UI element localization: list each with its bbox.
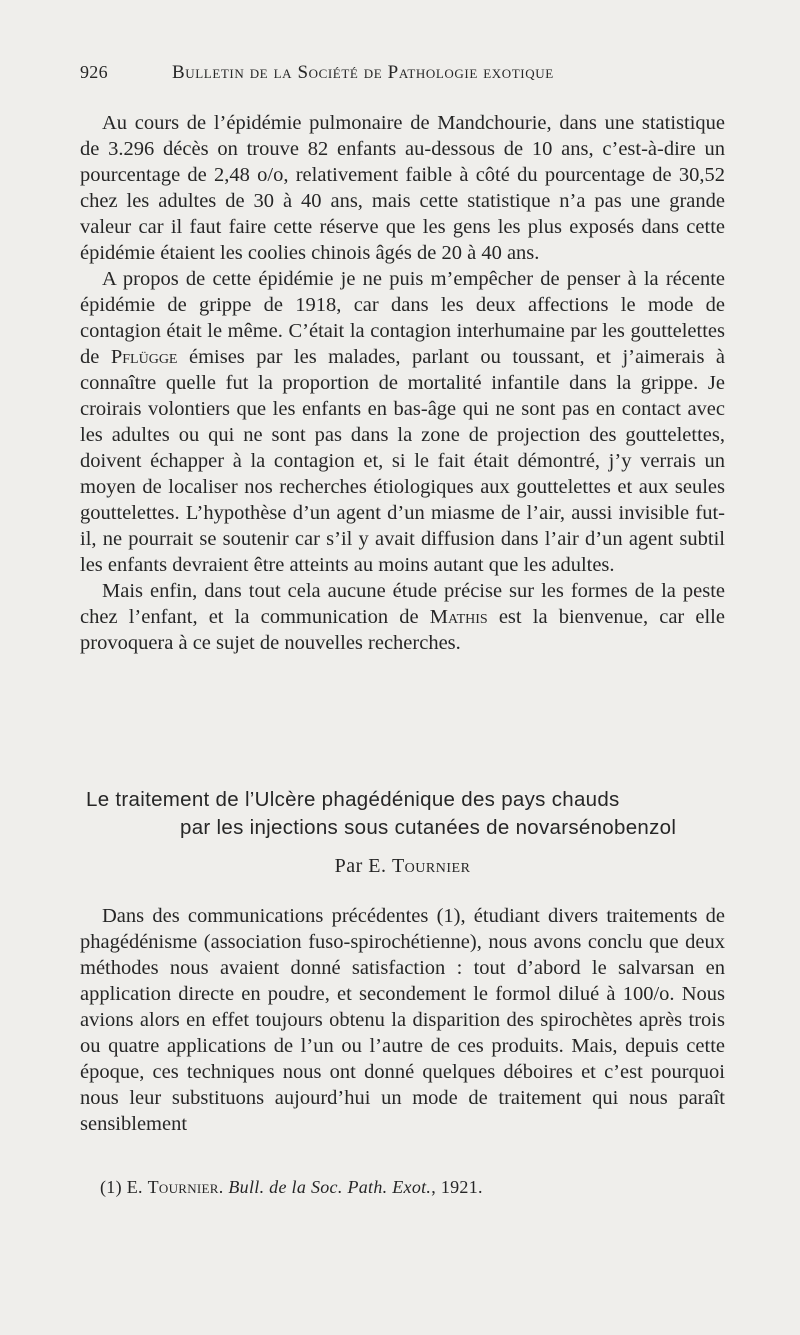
- paragraph: [80, 903, 725, 1137]
- footnote-year: , 1921.: [431, 1177, 483, 1197]
- footnote-sep: .: [218, 1177, 229, 1197]
- article-title: [80, 786, 725, 842]
- paragraph: [80, 578, 725, 656]
- paragraph: [80, 266, 725, 578]
- paragraph-text: émises par les malades, parlant ou toussant, et j’aimerais à connaître quelle fut la proportion de mortalité infantile dans la grippe. Je croirais volontiers que les enfants en bas-âge qui ne sont pas en contact avec les adultes ou qui ne sont pas dans la zone de projection des gouttelettes, doivent échapper à la contagion et, si le fait était démontré, j’y verrais un moyen de localiser nos recherches étiologiques aux gouttelettes et aux seules gouttelettes. L’hypothèse d’un agent d’un miasme de l’air, aussi invisible fut-il, ne pourrait se soutenir car s’il y avait diffusion dans l’air d’un agent subtil les enfants devraient être atteints au moins autant que les adultes.: [80, 346, 726, 576]
- section-plague-continued: [80, 110, 725, 656]
- footnote: [100, 1177, 720, 1198]
- article-title-line: par les injections sous cutanées de novarsénobenzol: [180, 816, 677, 839]
- paragraph-text: Dans des communications précédentes: [102, 905, 437, 927]
- article-body: [80, 903, 725, 1137]
- article-author: [80, 855, 725, 878]
- footnote-mark: (1) E.: [100, 1177, 148, 1197]
- author-name: Pflügge: [110, 346, 178, 368]
- paragraph: Au cours de l’épidémie pulmonaire de Mandchourie, dans une statistique de 3.296 décès on trouve 82 enfants au-dessous de 10 ans, c’est-à-dire un pourcentage de 2,48 o/o, relativement faible à côté du pourcentage de 30,52 chez les adultes de 30 à 40 ans, mais cette statistique n’a pas une grande valeur car il faut faire cette réserve que les gens les plus exposés dans cette épidémie étaient les coolies chinois âgés de 20 à 40 ans.: [80, 112, 725, 264]
- running-title: Bulletin de la Société de Pathologie exotique: [172, 62, 554, 83]
- footnote-mark: (1): [436, 905, 461, 927]
- author-name: Tournier: [391, 855, 471, 877]
- author-name: Mathis: [429, 606, 488, 628]
- footnote-author: Tournier: [147, 1177, 219, 1197]
- paragraph-text: Mais enfin, dans tout cela aucune étude précise sur les formes de la peste chez l’enfant, et la communication de: [80, 580, 725, 628]
- paragraph-text: est la bienvenue, car elle provoquera à ce sujet de nouvelles recherches.: [80, 606, 725, 654]
- author-prefix: Par E.: [334, 855, 392, 877]
- paragraph-text: A propos de cette épidémie je ne puis m’empêcher de penser à la récente épidémie de grippe de 1918, car dans les deux affections le mode de contagion était le même. C’était la contagion interhumaine par les gouttelettes de: [80, 268, 725, 368]
- paragraph-text: , étudiant divers traitements de phagédénisme (association fuso-spirochétienne), nous avons conclu que deux méthodes nous avaient donné satisfaction : tout d’abord le salvarsan en application directe en poudre, et secondement le formol dilué à 100/o. Nous avions alors en effet toujours obtenu la disparition des spirochètes après trois ou quatre applications de l’un ou l’autre de ces produits. Mais, depuis cette époque, ces techniques nous ont donné quelques déboires et c’est pourquoi nous leur substituons aujourd’hui un mode de traitement qui nous paraît sensiblement: [80, 905, 725, 1135]
- footnote-reference: Bull. de la Soc. Path. Exot.: [228, 1177, 432, 1197]
- article-title-line: Le traitement de l’Ulcère phagédénique des pays chauds: [86, 788, 620, 811]
- page-number: 926: [80, 62, 108, 82]
